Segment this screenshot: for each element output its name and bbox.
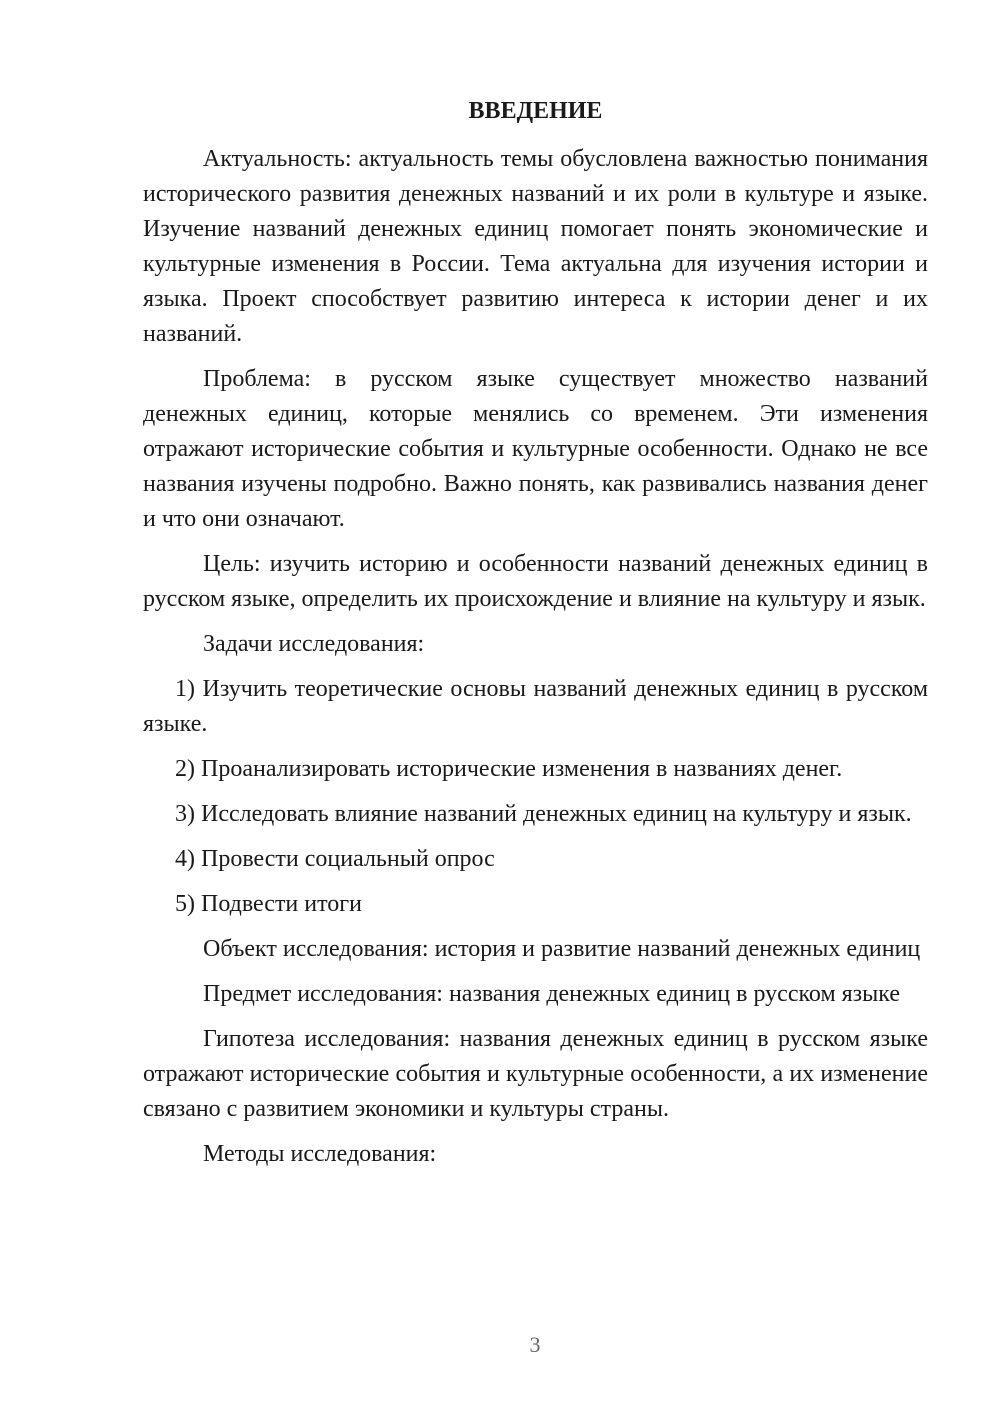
- task-item: 1) Изучить теоретические основы названий денежных единиц в русском языке.: [143, 676, 928, 737]
- page-number: 3: [529, 1332, 541, 1357]
- section-title: ВВЕДЕНИЕ: [468, 98, 603, 124]
- object-paragraph: Объект исследования: история и развитие названий денежных единиц: [203, 936, 921, 962]
- hypothesis-paragraph: Гипотеза исследования: названия денежных единиц в русском языке отражают исторические события и культурные особенности, а их изменение связано с развитием экономики и культуры страны.: [143, 1026, 928, 1122]
- tasks-heading: Задачи исследования:: [203, 631, 425, 657]
- goal-paragraph: Цель: изучить историю и особенности названий денежных единиц в русском языке, определить их происхождение и влияние на культуру и язык.: [143, 551, 928, 612]
- relevance-paragraph: Актуальность: актуальность темы обусловлена важностью понимания исторического развития денежных названий и их роли в культуре и языке. Изучение названий денежных единиц помогает понять экономические и культурные изменения в России. Тема актуальна для изучения истории и языка. Проект способствует развитию интереса к истории денег и их названий.: [143, 146, 928, 347]
- task-item: 3) Исследовать влияние названий денежных единиц на культуру и язык.: [175, 801, 912, 827]
- subject-paragraph: Предмет исследования: названия денежных единиц в русском языке: [203, 981, 900, 1007]
- problem-paragraph: Проблема: в русском языке существует множество названий денежных единиц, которые менялись со временем. Эти изменения отражают исторические события и культурные особенности. Однако не все названия изучены подробно. Важно понять, как развивались названия денег и что они означают.: [143, 366, 928, 532]
- page-content: [143, 94, 928, 1182]
- task-item: 4) Провести социальный опрос: [175, 846, 495, 872]
- task-item: 2) Проанализировать исторические изменения в названиях денег.: [175, 756, 843, 782]
- methods-heading: Методы исследования:: [203, 1141, 437, 1167]
- task-item: 5) Подвести итоги: [175, 891, 362, 917]
